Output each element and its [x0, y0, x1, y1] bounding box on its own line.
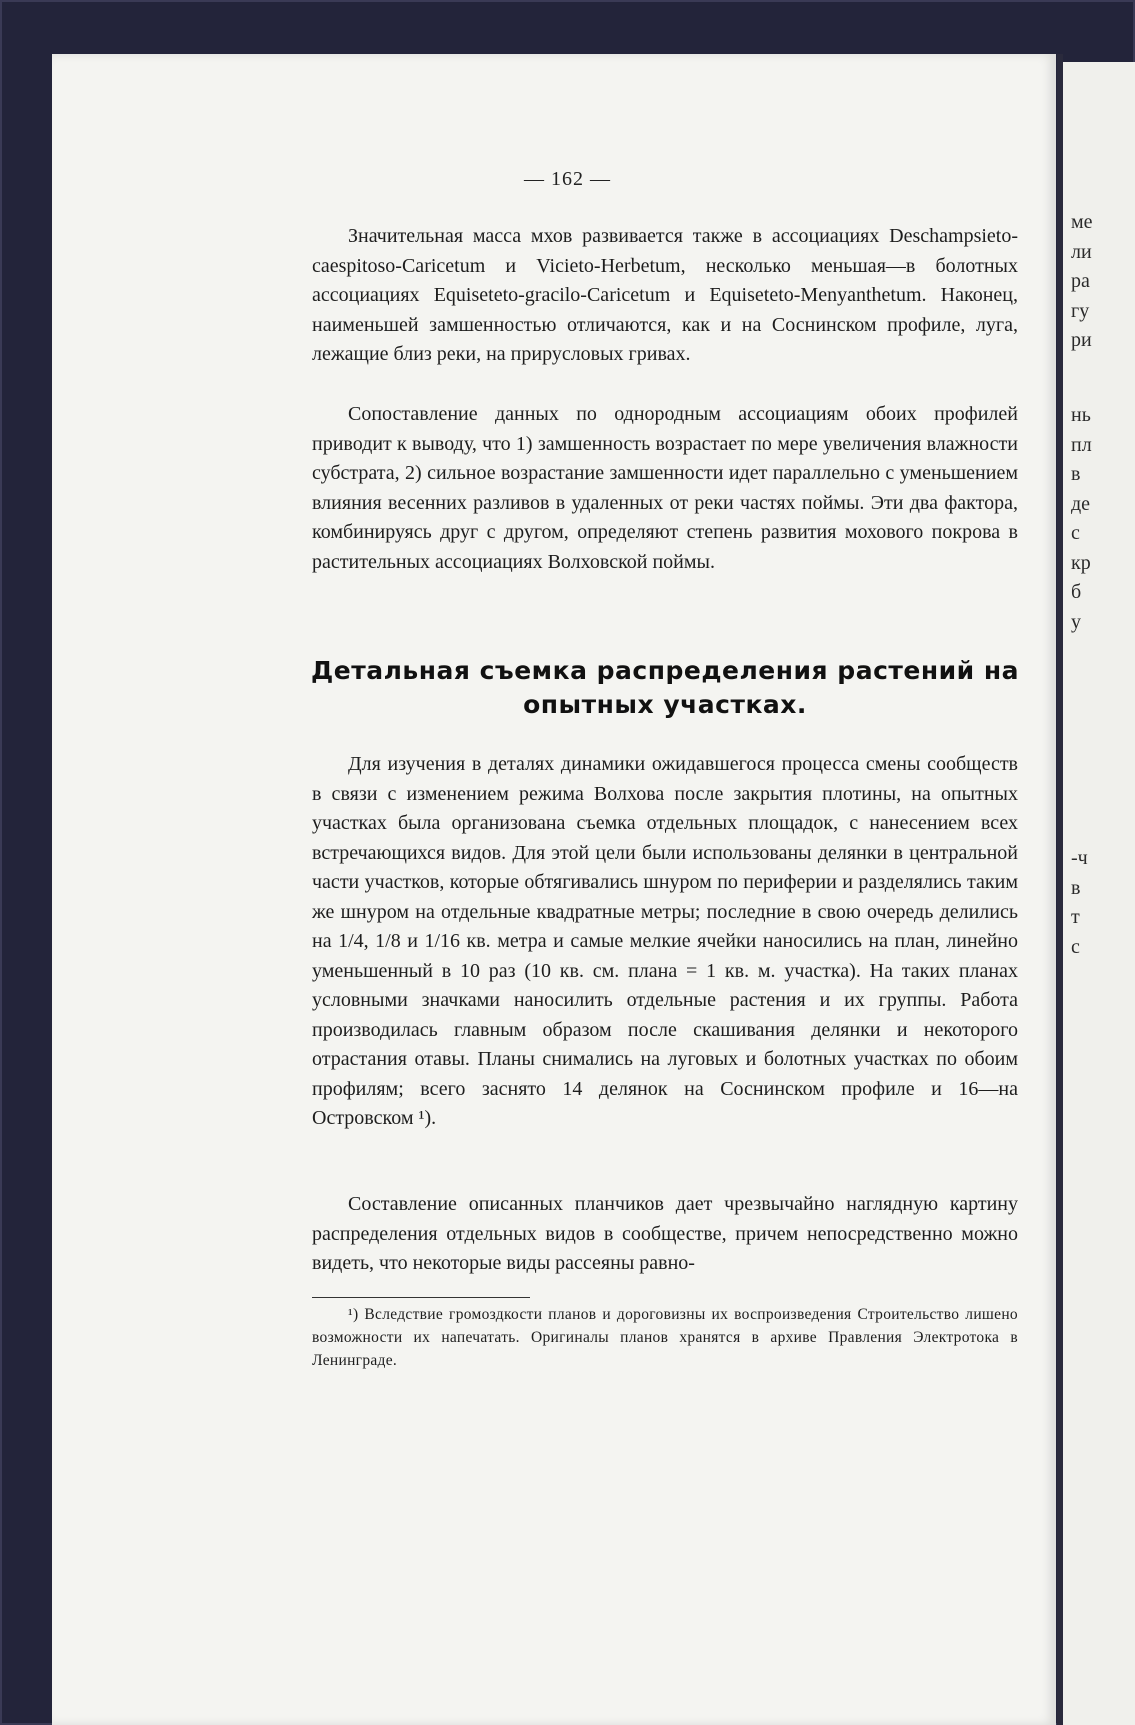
next-page-line: в	[1071, 877, 1081, 899]
next-page-line: ли	[1071, 241, 1092, 263]
next-page-line: т	[1071, 906, 1080, 928]
section-heading: Детальная съемка распределения растений на опытных участках.	[311, 656, 1019, 719]
body-text-block	[312, 1190, 1018, 1279]
next-page-line: с	[1071, 522, 1080, 544]
paragraph: Для изучения в деталях динамики ожидавшегося процесса смены сообществ в связи с изменением режима Волхова после закрытия плотины, на опытных участках была организована съемка отдельных площадок, с нанесением всех встречающихся видов. Для этой цели были использованы делянки в центральной части участков, которые обтягивались шнуром по периферии и разделялись таким же шнуром на отдельные квадратные метры; последние в свою очередь делились на 1/4, 1/8 и 1/16 кв. метра и самые мелкие ячейки наносились на план, линейно уменьшенный в 10 раз (10 кв. см. плана = 1 кв. м. участка). На таких планах условными значками наносилить отдельные растения и их группы. Работа производилась главным образом после скашивания делянки и некоторого отрастания отавы. Планы снимались на луговых и болотных участках по обоим профилям; всего заснято 14 делянок на Соснинском профиле и 16—на Островском ¹).	[312, 753, 1018, 1129]
footnote: ¹) Вследствие громоздкости планов и дороговизны их воспроизведения Строительство лишено возможности их напечатать. Оригиналы планов хранятся в архиве Правления Электротока в Ленинграде.	[312, 1306, 1018, 1369]
next-page-line: -ч	[1071, 847, 1088, 869]
paragraph: Значительная масса мхов развивается также в ассоциациях Deschampsieto-caespitoso-Caricetum и Vicieto-Herbetum, несколько меньшая—в болотных ассоциациях Equiseteto-gracilo-Caricetum и Equiseteto-Menyanthetum. Наконец, наименьшей замшенностью отличаются, как и на Соснинском профиле, луга, лежащие близ реки, на прирусловых гривах.	[312, 225, 1018, 365]
next-page-line: пл	[1071, 434, 1092, 456]
next-page-line: ме	[1071, 211, 1093, 233]
body-text-block	[312, 750, 1018, 1134]
next-page-fragment	[1063, 62, 1135, 1725]
body-text-block	[312, 222, 1018, 370]
paragraph: Составление описанных планчиков дает чрезвычайно наглядную картину распределения отдельных видов в сообществе, причем непосредственно можно видеть, что некоторые виды рассеяны равно-	[312, 1193, 1018, 1274]
body-text-block	[312, 400, 1018, 577]
next-page-line: гу	[1071, 300, 1090, 322]
next-page-line: с	[1071, 936, 1080, 958]
next-page-line: в	[1071, 463, 1081, 485]
next-page-line: ра	[1071, 270, 1090, 292]
next-page-line: ри	[1071, 329, 1092, 351]
next-page-line: у	[1071, 611, 1081, 633]
page-number: — 162 —	[524, 168, 611, 190]
next-page-line: кр	[1071, 552, 1091, 574]
paragraph: Сопоставление данных по однородным ассоциациям обоих профилей приводит к выводу, что 1) замшенность возрастает по мере увеличения влажности субстрата, 2) сильное возрастание замшенности идет параллельно с уменьшением влияния весенних разливов в удаленных от реки частях поймы. Эти два фактора, комбинируясь друг с другом, определяют степень развития мохового покрова в растительных ассоциациях Волховской поймы.	[312, 403, 1018, 573]
next-page-line: де	[1071, 493, 1091, 515]
next-page-line: б	[1071, 581, 1082, 603]
next-page-line: нь	[1071, 404, 1091, 426]
footnote-divider	[312, 1297, 530, 1298]
